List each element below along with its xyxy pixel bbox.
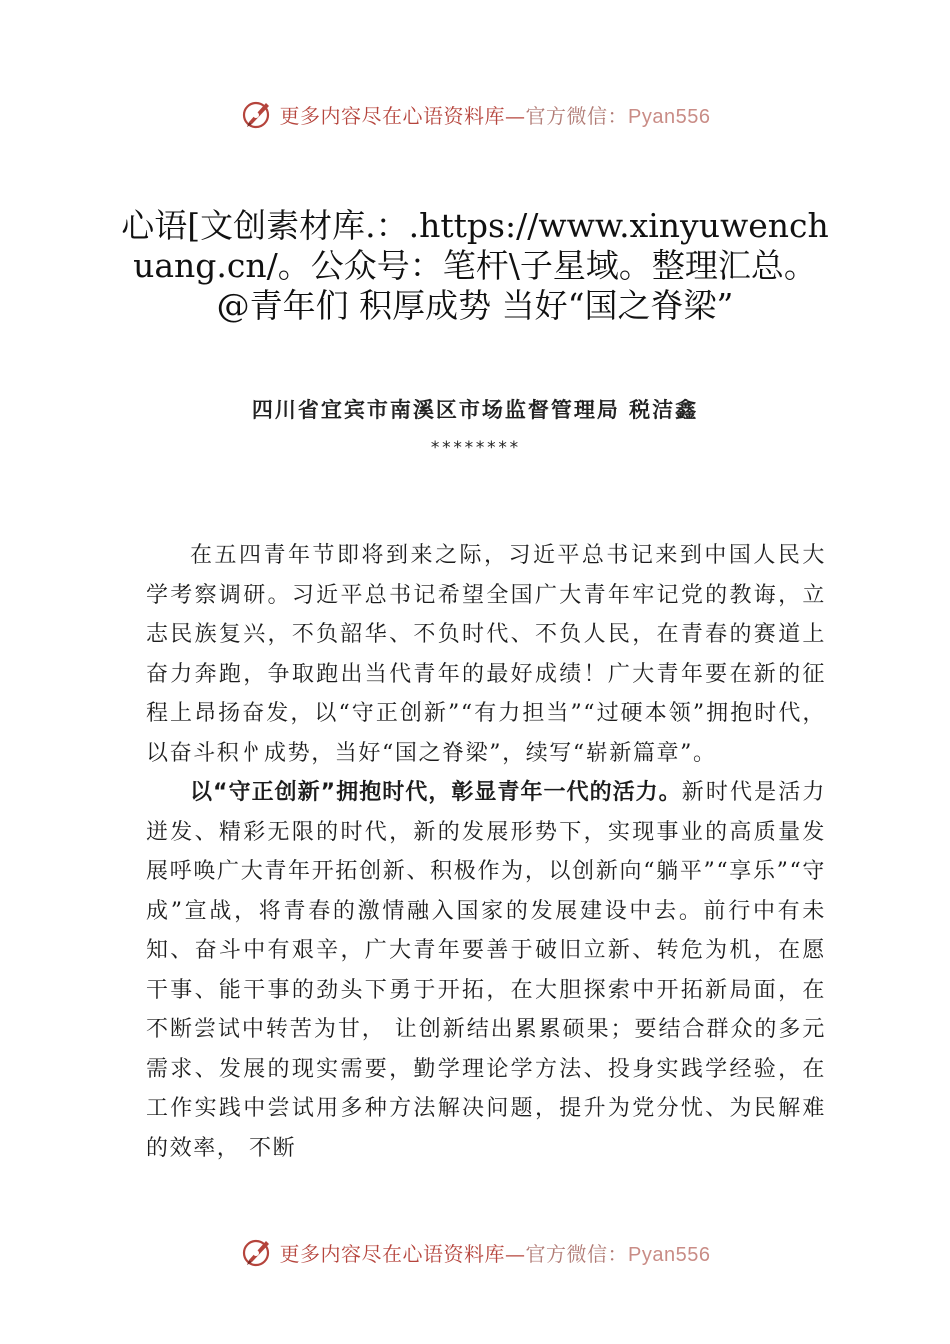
paragraph-intro	[146, 536, 826, 773]
paragraph-text: 在五四青年节即将到来之际，习近平总书记来到中国人民大学考察调研。习近平总书记希望全国广大青年牢记党的教诲，立志民族复兴，不负韶华、不负时代、不负人民，在青春的赛道上奋力奔跑，争取跑出当代青年的最好成绩！广大青年要在新的征程上昂扬奋发，以“守正创新”“有力担当”“过硬本领”拥抱时代，以奋斗积㣺成势，当好“国之脊梁”，续写“崭新篇章”。	[146, 543, 826, 766]
paragraph-text: 新时代是活力迸发、精彩无限的时代，新的发展形势下，实现事业的高质量发展呼唤广大青年开拓创新、积极作为，以创新向“躺平”“享乐”“守成”宣战，将青春的激情融入国家的发展建设中去。前行中有未知、奋斗中有艰辛，广大青年要善于破旧立新、转危为机，在愿干事、能干事的劲头下勇于开拓，在大胆探索中开拓新局面，在不断尝试中转苦为甘， 让创新结出累累硕果；要结合群众的多元需求、发展的现实需要，勤学理论学方法、投身实践学经验，在工作实践中尝试用多种方法解决问题，提升为党分忧、为民解难的效率， 不断	[146, 780, 826, 1161]
banner-main-text: 更多内容尽在心语资料库	[279, 1241, 506, 1266]
banner-text	[280, 100, 711, 129]
separator-stars: ********	[430, 438, 520, 458]
quill-pen-logo-icon	[240, 97, 274, 131]
paragraph-lead: 以“守正创新”拥抱时代，彰显青年一代的活力。	[190, 780, 682, 805]
paragraph-innovation	[146, 773, 826, 1168]
footer-watermark-banner	[0, 1230, 950, 1274]
article-body	[146, 536, 826, 1168]
banner-separator: —	[505, 103, 526, 128]
banner-main-text: 更多内容尽在心语资料库	[279, 103, 506, 128]
quill-pen-logo-icon	[240, 1235, 274, 1269]
document-title: 心语[文创素材库.：.https://www.xinyuwenchuang.cn/。公众号：笔杆\子星域。整理汇总。@青年们 积厚成势 当好“国之脊梁”	[121, 206, 829, 325]
header-watermark-banner	[0, 92, 950, 136]
author-line: 四川省宜宾市南溪区市场监督管理局 税洁鑫	[251, 397, 699, 422]
banner-wechat-label: 官方微信：	[525, 103, 629, 128]
banner-separator: —	[505, 1241, 526, 1266]
banner-wechat-label: 官方微信：	[525, 1241, 629, 1266]
banner-wechat-id: Pyan556	[628, 105, 711, 128]
banner-wechat-id: Pyan556	[628, 1243, 711, 1266]
banner-text	[280, 1238, 711, 1267]
